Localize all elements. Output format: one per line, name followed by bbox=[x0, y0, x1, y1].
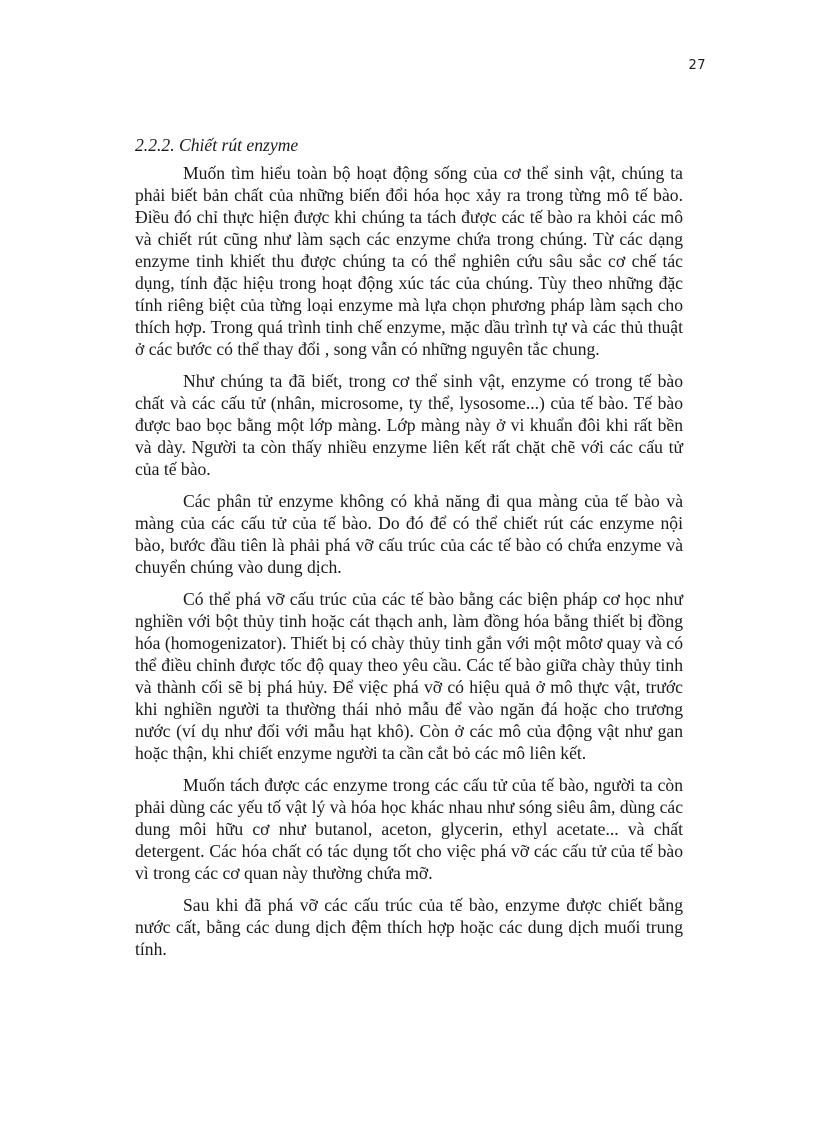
paragraph: Sau khi đã phá vỡ các cấu trúc của tế bào, enzyme được chiết bằng nước cất, bằng các dung dịch đệm thích hợp hoặc các dung dịch muối trung tính. bbox=[135, 895, 683, 959]
page-number: 27 bbox=[688, 58, 706, 73]
page-content bbox=[135, 134, 683, 960]
paragraph: Muốn tách được các enzyme trong các cấu tử của tế bào, người ta còn phải dùng các yếu tố vật lý và hóa học khác nhau như sóng siêu âm, dùng các dung môi hữu cơ như butanol, aceton, glycerin, ethyl acetate... và chất detergent. Các hóa chất có tác dụng tốt cho việc phá vỡ các cấu tử của tế bào vì trong các cơ quan này thường chứa mỡ. bbox=[135, 775, 683, 883]
paragraph: Muốn tìm hiểu toàn bộ hoạt động sống của cơ thể sinh vật, chúng ta phải biết bản chất của những biến đổi hóa học xảy ra trong từng mô tế bào. Điều đó chỉ thực hiện được khi chúng ta tách được các tế bào ra khỏi các mô và chiết rút cũng như làm sạch các enzyme chứa trong chúng. Từ các dạng enzyme tinh khiết thu được chúng ta có thể nghiên cứu sâu sắc cơ chế tác dụng, tính đặc hiệu trong hoạt động xúc tác của chúng. Tùy theo những đặc tính riêng biệt của từng loại enzyme mà lựa chọn phương pháp làm sạch cho thích hợp. Trong quá trình tinh chế enzyme, mặc dầu trình tự và các thủ thuật ở các bước có thể thay đổi , song vẫn có những nguyên tắc chung. bbox=[135, 163, 683, 359]
paragraph: Như chúng ta đã biết, trong cơ thể sinh vật, enzyme có trong tế bào chất và các cấu tử (nhân, microsome, ty thể, lysosome...) của tế bào. Tế bào được bao bọc bằng một lớp màng. Lớp màng này ở vi khuẩn đôi khi rất bền và dày. Người ta còn thấy nhiều enzyme liên kết rất chặt chẽ với các cấu tử của tế bào. bbox=[135, 371, 683, 479]
paragraph: Các phân tử enzyme không có khả năng đi qua màng của tế bào và màng của các cấu tử của tế bào. Do đó để có thể chiết rút các enzyme nội bào, bước đầu tiên là phải phá vỡ cấu trúc của các tế bào có chứa enzyme và chuyển chúng vào dung dịch. bbox=[135, 491, 683, 577]
section-heading: 2.2.2. Chiết rút enzyme bbox=[135, 135, 299, 155]
paragraph: Có thể phá vỡ cấu trúc của các tế bào bằng các biện pháp cơ học như nghiền với bột thủy tinh hoặc cát thạch anh, làm đồng hóa bằng thiết bị đồng hóa (homogenizator). Thiết bị có chày thủy tinh gắn với một môtơ quay và có thể điều chỉnh được tốc độ quay theo yêu cầu. Các tế bào giữa chày thủy tinh và thành cối sẽ bị phá hủy. Để việc phá vỡ có hiệu quả ở mô thực vật, trước khi nghiền người ta thường thái nhỏ mẫu để vào ngăn đá hoặc cho trương nước (ví dụ như đối với mẫu hạt khô). Còn ở các mô của động vật như gan hoặc thận, khi chiết enzyme người ta cần cắt bỏ các mô liên kết. bbox=[135, 589, 683, 763]
